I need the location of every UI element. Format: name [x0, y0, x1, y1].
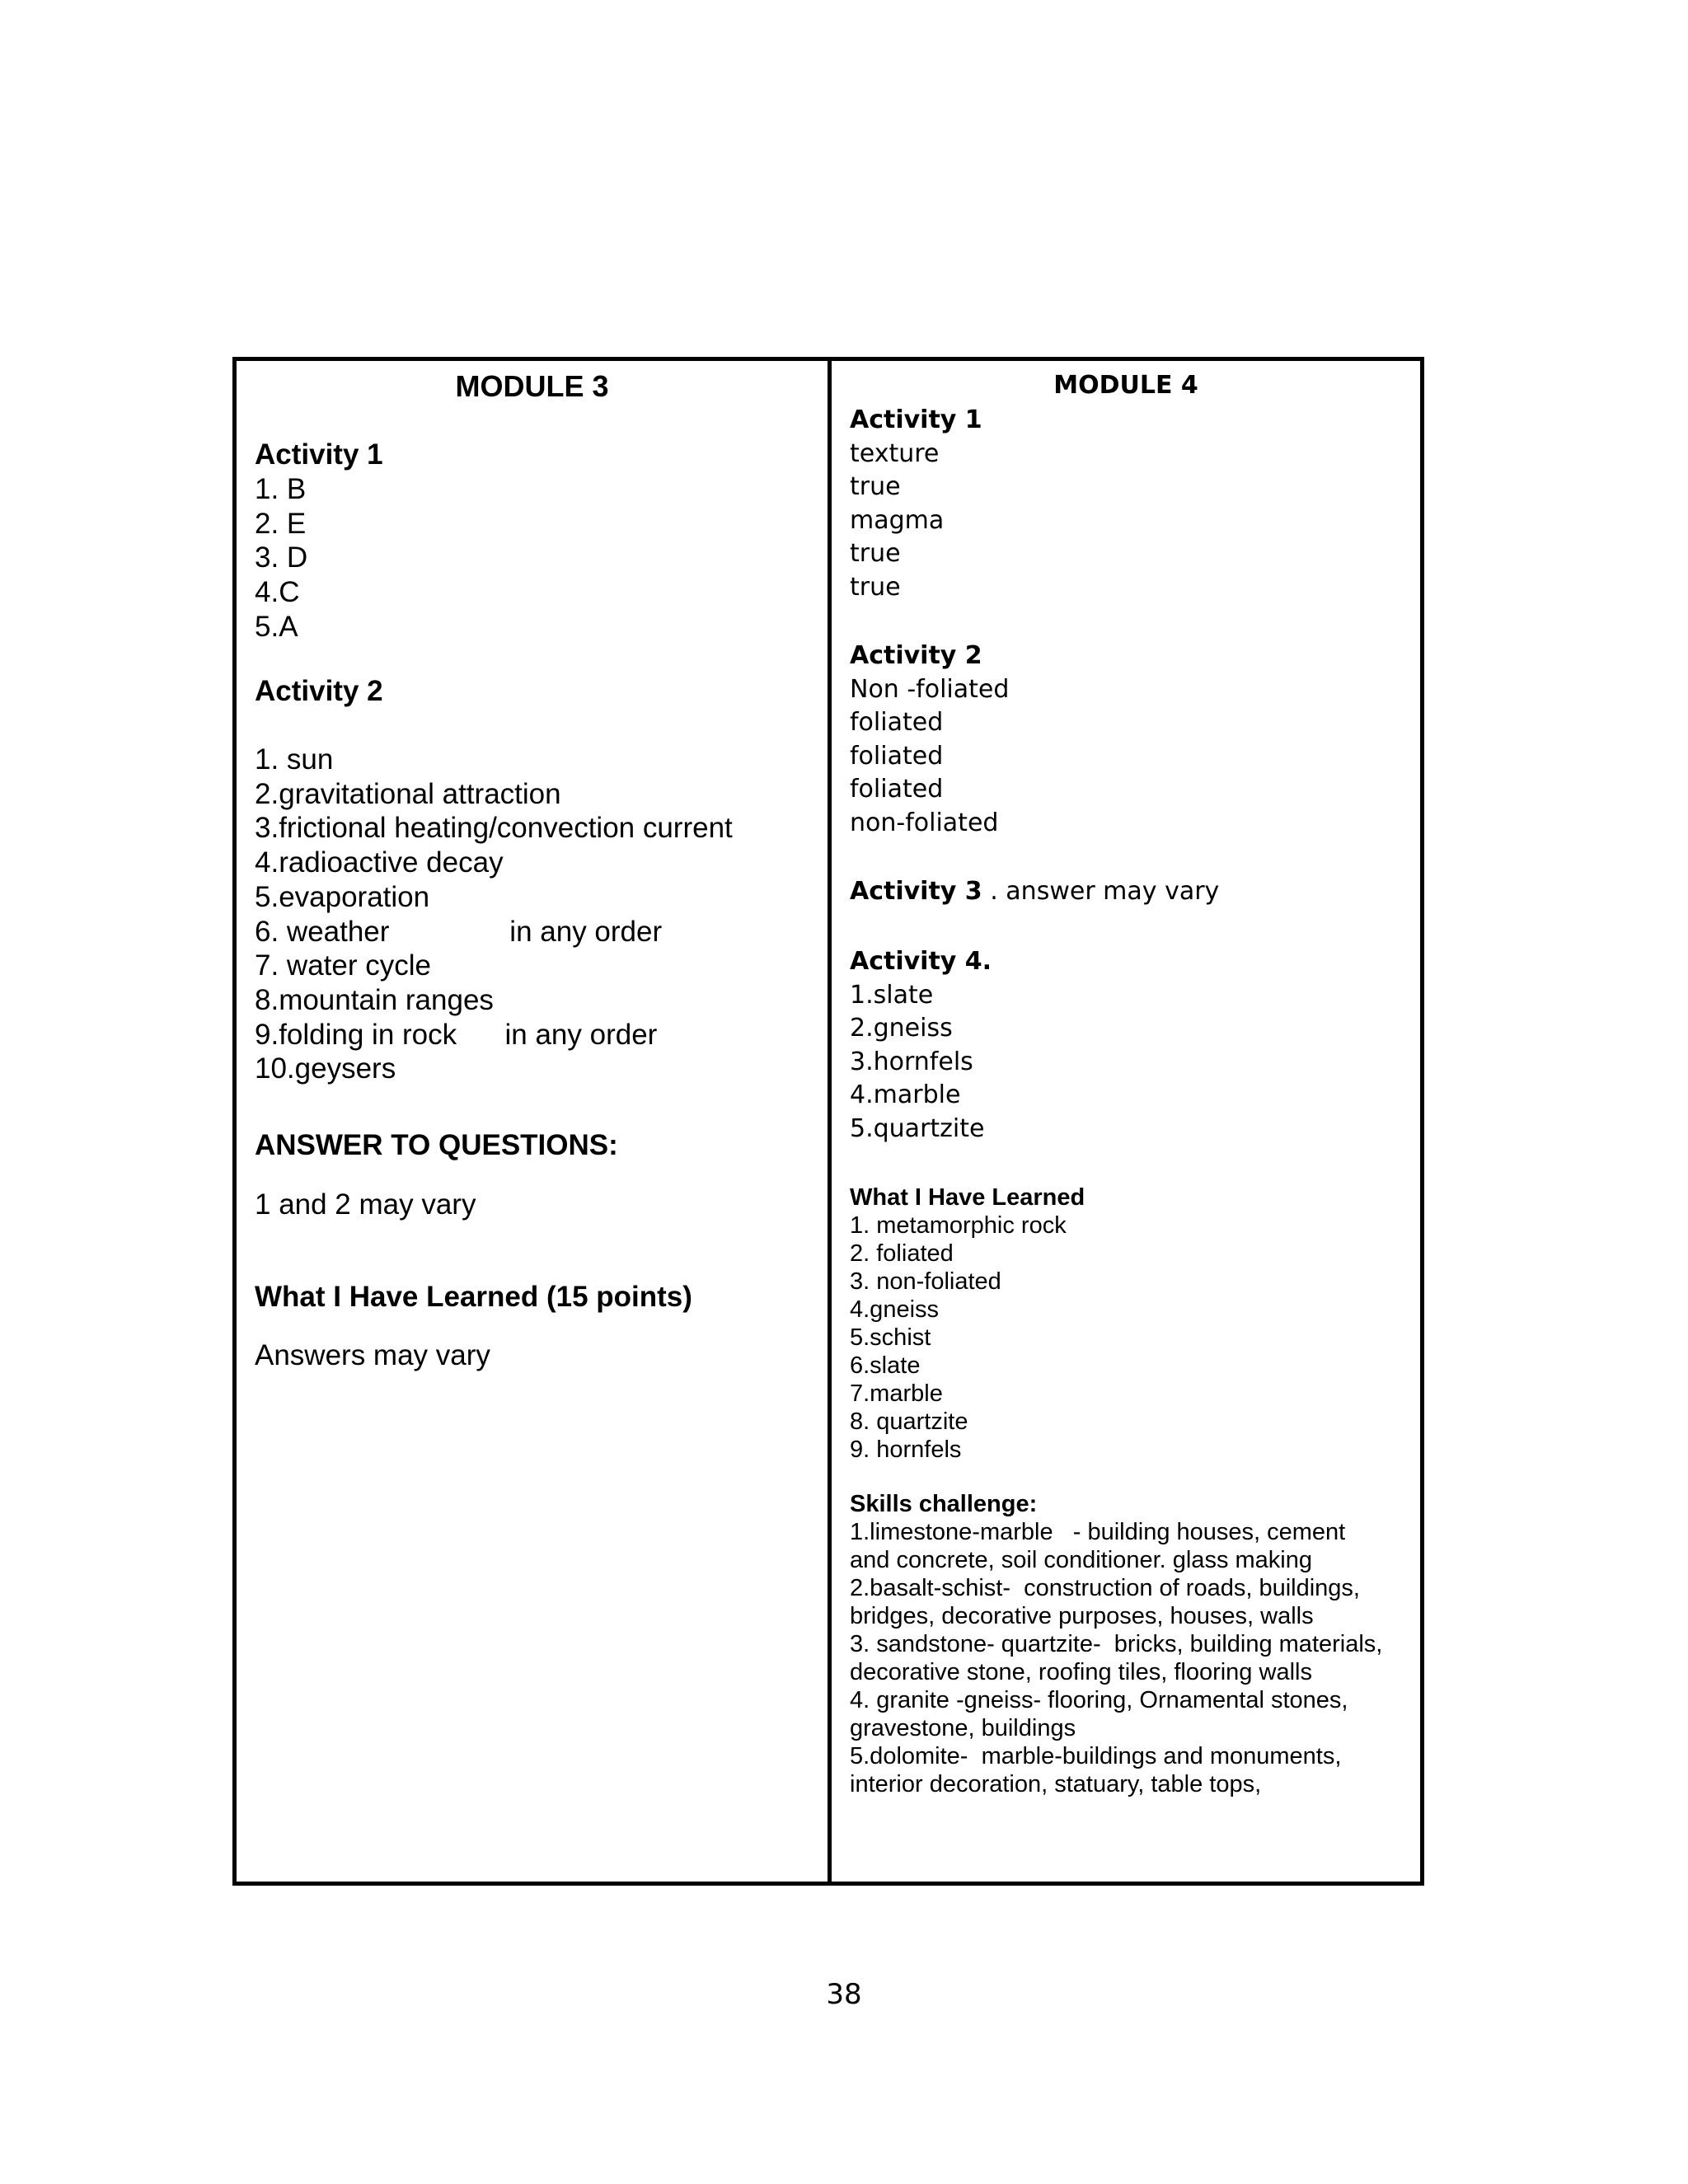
list-item: 1. B — [255, 473, 307, 505]
module4-skills-heading: Skills challenge: — [850, 1491, 1038, 1517]
list-item: 1.limestone-marble - building houses, cement — [850, 1519, 1346, 1545]
list-item: decorative stone, roofing tiles, flooring walls — [850, 1659, 1312, 1685]
page-number: 38 — [826, 1978, 862, 2011]
module3-activity2-heading: Activity 2 — [255, 675, 383, 707]
list-item: foliated — [850, 741, 944, 771]
list-item: 7.marble — [850, 1380, 943, 1407]
module3-learned-answer: Answers may vary — [255, 1339, 490, 1371]
list-item: 6. weather in any order — [255, 915, 663, 948]
list-item: 4. granite -gneiss- flooring, Ornamental stones, — [850, 1687, 1348, 1713]
list-item: true — [850, 539, 901, 568]
list-item: texture — [850, 438, 940, 468]
module4-column — [832, 361, 1420, 1882]
list-item: 2. E — [255, 507, 307, 540]
answer-key-table — [232, 357, 1424, 1886]
module4-activity1-heading: Activity 1 — [850, 405, 982, 434]
list-item: 3. D — [255, 541, 308, 574]
list-item: 3.frictional heating/convection current — [255, 812, 733, 845]
module4-activity2-heading: Activity 2 — [850, 641, 982, 670]
list-item: interior decoration, statuary, table tops, — [850, 1771, 1262, 1797]
list-item: 4.marble — [850, 1080, 961, 1109]
module3-questions-heading: ANSWER TO QUESTIONS: — [255, 1129, 618, 1161]
list-item: foliated — [850, 775, 944, 804]
list-item: 3.hornfels — [850, 1047, 973, 1076]
list-item: magma — [850, 505, 945, 535]
list-item: 3. sandstone- quartzite- bricks, building materials, — [850, 1631, 1383, 1657]
list-item: 9. hornfels — [850, 1436, 962, 1463]
list-item: 1.slate — [850, 980, 934, 1010]
module4-activity3-heading: Activity 3 — [850, 877, 982, 906]
list-item: 5.A — [255, 610, 298, 643]
module4-learned — [850, 1183, 1085, 1464]
list-item: 1. sun — [255, 743, 334, 776]
list-item: 5.schist — [850, 1324, 931, 1351]
module4-activity4-heading: Activity 4. — [850, 947, 992, 976]
list-item: 4.radioactive decay — [255, 846, 504, 879]
module4-skills — [850, 1490, 1382, 1798]
list-item: true — [850, 472, 901, 501]
list-item: 2.gneiss — [850, 1014, 953, 1043]
module3-learned-heading: What I Have Learned (15 points) — [255, 1281, 692, 1313]
module3-questions-answer: 1 and 2 may vary — [255, 1188, 476, 1221]
module4-activity3-text: . answer may vary — [982, 877, 1220, 906]
list-item: 2.gravitational attraction — [255, 777, 561, 810]
module4-activity2 — [850, 640, 1009, 840]
list-item: gravestone, buildings — [850, 1715, 1076, 1741]
module3-activity1-list — [255, 472, 307, 644]
module3-activity1-heading: Activity 1 — [255, 438, 383, 471]
list-item: 6.slate — [850, 1352, 921, 1379]
module4-activity3 — [850, 875, 1219, 909]
list-item: 2.basalt-schist- construction of roads, buildings, — [850, 1575, 1360, 1601]
list-item: 4.C — [255, 576, 300, 609]
module4-activity4 — [850, 945, 992, 1146]
list-item: true — [850, 572, 901, 602]
list-item: 8. quartzite — [850, 1408, 968, 1435]
list-item: 7. water cycle — [255, 949, 431, 982]
module3-activity2-list — [255, 743, 733, 1086]
module4-learned-heading: What I Have Learned — [850, 1184, 1085, 1211]
module4-title: MODULE 4 — [1053, 371, 1198, 400]
list-item: 10.geysers — [255, 1052, 396, 1085]
list-item: 2. foliated — [850, 1240, 954, 1267]
list-item: 5.evaporation — [255, 880, 430, 913]
list-item: 9.folding in rock in any order — [255, 1018, 658, 1051]
list-item: and concrete, soil conditioner. glass making — [850, 1547, 1312, 1573]
list-item: 3. non-foliated — [850, 1268, 1001, 1295]
list-item: 5.dolomite- marble-buildings and monuments, — [850, 1743, 1342, 1769]
list-item: foliated — [850, 708, 944, 737]
list-item: bridges, decorative purposes, houses, walls — [850, 1603, 1314, 1629]
list-item: Non -foliated — [850, 674, 1010, 704]
module3-title: MODULE 3 — [455, 369, 609, 403]
module3-column — [237, 361, 832, 1882]
list-item: 4.gneiss — [850, 1296, 940, 1323]
list-item: 5.quartzite — [850, 1113, 985, 1143]
list-item: non-foliated — [850, 808, 999, 837]
module4-activity1 — [850, 404, 982, 604]
list-item: 8.mountain ranges — [255, 983, 494, 1016]
list-item: 1. metamorphic rock — [850, 1212, 1067, 1239]
